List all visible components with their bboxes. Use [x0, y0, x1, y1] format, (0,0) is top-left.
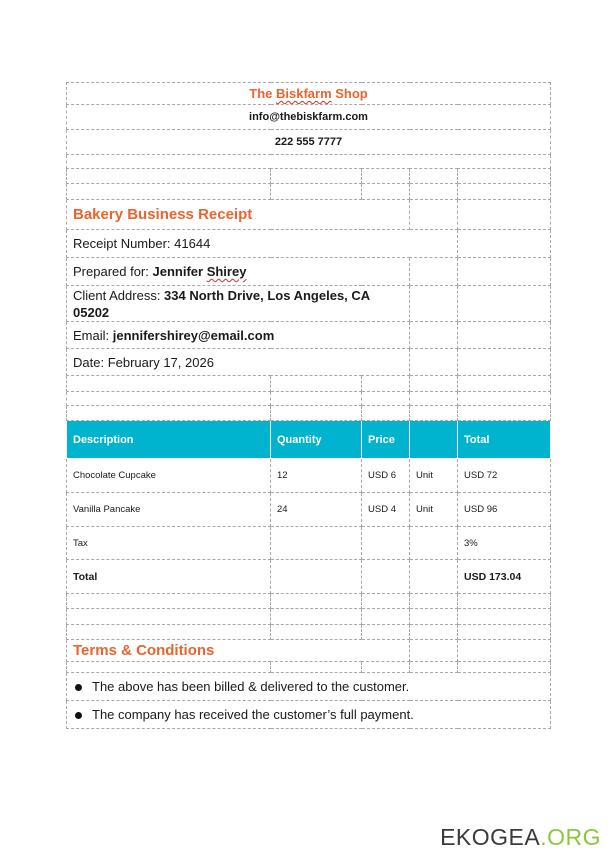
shop-name: The Biskfarm Shop — [67, 83, 551, 105]
total-label: Total — [67, 560, 271, 594]
table-row: Vanilla Pancake 24 USD 4 Unit USD 96 — [67, 493, 551, 527]
prepared-for: Prepared for: Jennifer Shirey — [67, 258, 410, 286]
shop-phone: 222 555 7777 — [67, 130, 551, 155]
items-header-row — [67, 421, 551, 459]
table-row: Chocolate Cupcake 12 USD 6 Unit USD 72 — [67, 459, 551, 493]
receipt-number: Receipt Number: 41644 — [67, 230, 458, 258]
table-row: Tax 3% — [67, 527, 551, 560]
terms-item: The company has received the customer’s full payment. — [67, 701, 551, 729]
header-total: Total — [458, 421, 551, 459]
bullet-icon — [75, 684, 82, 691]
header-quantity: Quantity — [271, 421, 362, 459]
header-unit — [410, 421, 458, 459]
client-address: Client Address: 334 North Drive, Los Angeles, CA 05202 — [67, 286, 410, 322]
client-email: Email: jennifershirey@email.com — [67, 322, 410, 349]
brand-watermark: EKOGEA.ORG — [440, 824, 601, 850]
total-value: USD 173.04 — [458, 560, 551, 594]
terms-item: The above has been billed & delivered to the customer. — [67, 673, 551, 701]
receipt-table — [66, 82, 551, 729]
terms-title: Terms & Conditions — [67, 640, 410, 662]
receipt-title: Bakery Business Receipt — [67, 200, 410, 230]
receipt-date: Date: February 17, 2026 — [67, 349, 410, 376]
total-row — [67, 560, 551, 594]
spacer-row — [67, 155, 551, 169]
shop-email: info@thebiskfarm.com — [67, 105, 551, 130]
bullet-icon — [75, 712, 82, 719]
header-description: Description — [67, 421, 271, 459]
header-price: Price — [362, 421, 410, 459]
